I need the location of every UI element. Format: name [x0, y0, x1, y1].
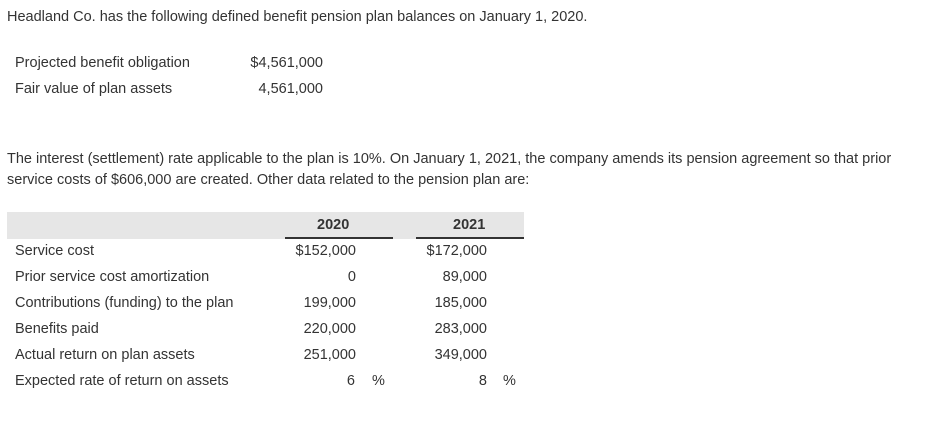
header-2021: 2021	[453, 217, 486, 233]
cell-actual-return-2020: 251,000	[303, 347, 356, 363]
balance-value-pbo: $4,561,000	[250, 55, 323, 71]
table-header-band	[7, 212, 524, 239]
cell-benefits-paid-2020: 220,000	[303, 321, 356, 337]
cell-psc-amortization-2020: 0	[347, 269, 356, 285]
row-label-actual-return: Actual return on plan assets	[15, 347, 195, 363]
balance-label-plan-assets: Fair value of plan assets	[15, 81, 173, 97]
row-label-service-cost: Service cost	[15, 243, 94, 259]
cell-benefits-paid-2021: 283,000	[434, 321, 487, 337]
cell-psc-amortization-2021: 89,000	[442, 269, 487, 285]
percent-sign-2021: %	[503, 373, 516, 389]
cell-contributions-2021: 185,000	[434, 295, 487, 311]
row-label-contributions: Contributions (funding) to the plan	[15, 295, 234, 311]
balance-label-pbo: Projected benefit obligation	[15, 55, 190, 71]
row-label-benefits-paid: Benefits paid	[15, 321, 99, 337]
row-label-prior-service-cost-amortization: Prior service cost amortization	[15, 269, 210, 285]
percent-sign-2020: %	[372, 373, 385, 389]
pension-data-table	[7, 212, 527, 402]
header-underline-2020	[285, 237, 393, 239]
pension-description-paragraph: The interest (settlement) rate applicable to the plan is 10%. On January 1, 2021, the company amends its pension agreement so that prior service costs of $606,000 are created. Other data related to the pension plan are:	[7, 151, 892, 188]
intro-text: Headland Co. has the following defined benefit pension plan balances on January 1, 2020.	[7, 9, 588, 25]
row-label-expected-rate: Expected rate of return on assets	[15, 373, 229, 389]
cell-expected-rate-2021: 8	[478, 373, 487, 389]
cell-expected-rate-2020: 6	[346, 373, 355, 389]
cell-service-cost-2020: $152,000	[295, 243, 356, 259]
cell-service-cost-2021: $172,000	[426, 243, 487, 259]
header-underline-2021	[416, 237, 524, 239]
cell-contributions-2020: 199,000	[303, 295, 356, 311]
balance-value-plan-assets: 4,561,000	[258, 81, 323, 97]
header-2020: 2020	[317, 217, 350, 233]
cell-actual-return-2021: 349,000	[434, 347, 487, 363]
